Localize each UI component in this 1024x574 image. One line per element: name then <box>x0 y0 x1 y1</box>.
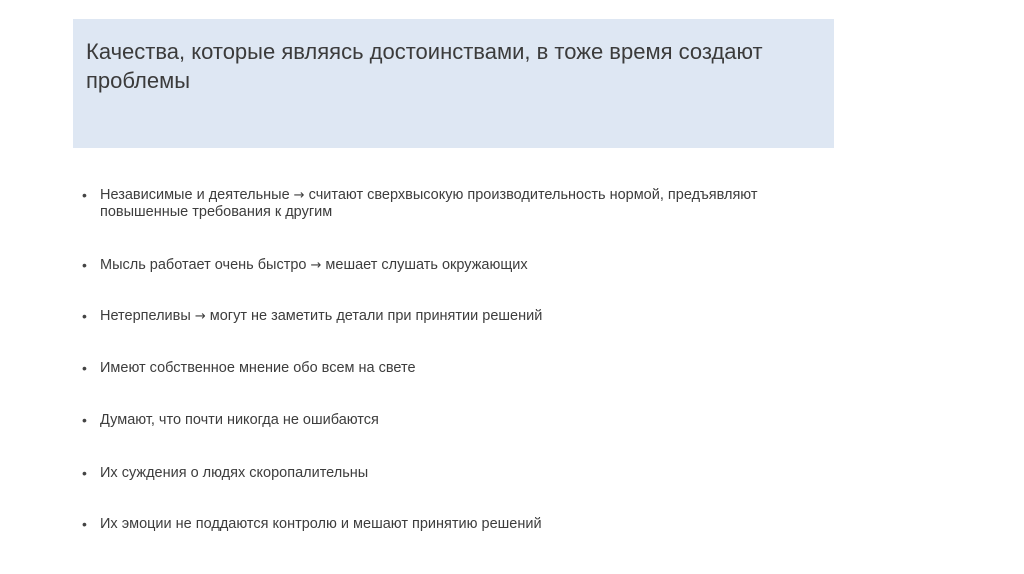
arrow-right-icon: → <box>194 309 206 324</box>
bullet-text: Независимые и деятельные → считают сверхвысокую производительность нормой, предъявляют повышенные требования к другим <box>100 187 758 220</box>
bullet-text: Их суждения о людях скоропалительны <box>100 465 369 481</box>
arrow-right-icon: → <box>293 188 305 203</box>
arrow-right-icon: → <box>310 258 322 273</box>
bullet-icon: • <box>82 187 87 203</box>
bullet-text: Имеют собственное мнение обо всем на свете <box>100 360 416 376</box>
bullet-icon: • <box>82 412 87 428</box>
bullet-text: Их эмоции не поддаются контролю и мешают принятию решений <box>100 516 542 532</box>
bullet-text: Думают, что почти никогда не ошибаются <box>100 412 379 428</box>
bullet-item <box>82 516 822 533</box>
bullet-item <box>82 412 822 429</box>
title-box <box>73 19 834 148</box>
bullet-item <box>82 465 822 482</box>
bullet-icon: • <box>82 360 87 376</box>
bullet-item <box>82 308 822 325</box>
slide-title: Качества, которые являясь достоинствами, в тоже время создают проблемы <box>86 39 763 93</box>
bullet-item <box>82 360 822 377</box>
bullet-icon: • <box>82 516 87 532</box>
bullet-text: Нетерпеливы → могут не заметить детали при принятии решений <box>100 308 543 324</box>
bullet-icon: • <box>82 257 87 273</box>
bullet-icon: • <box>82 465 87 481</box>
bullet-item <box>82 187 822 221</box>
bullet-icon: • <box>82 308 87 324</box>
bullet-item <box>82 257 822 274</box>
bullet-text: Мысль работает очень быстро → мешает слушать окружающих <box>100 257 528 273</box>
